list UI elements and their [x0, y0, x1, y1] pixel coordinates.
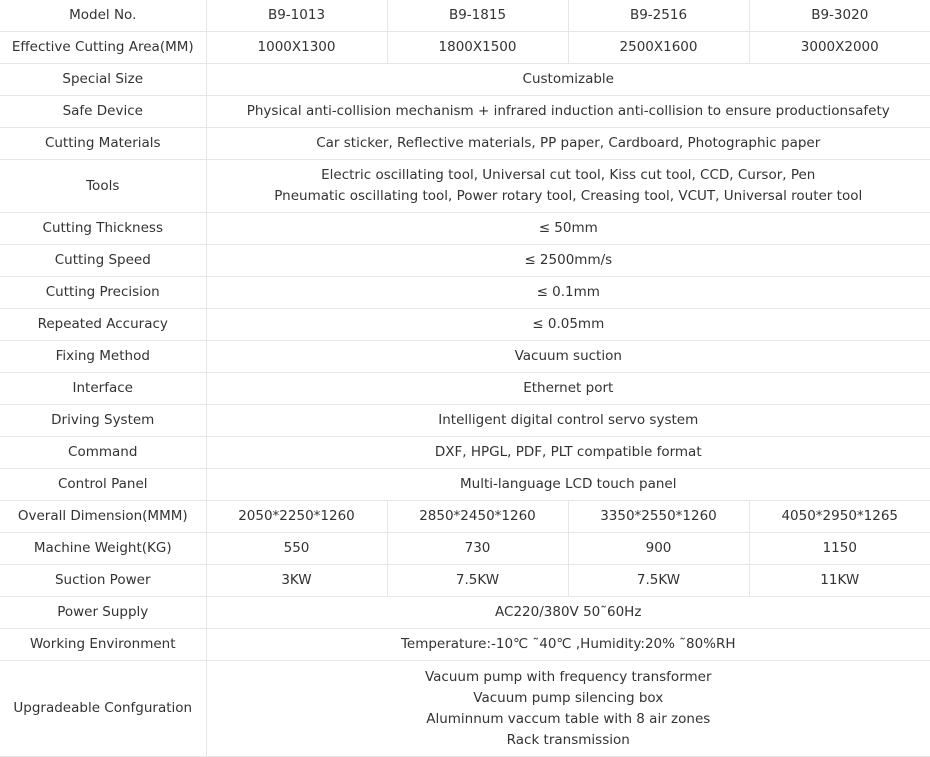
row-label-suction-power: Suction Power — [0, 565, 206, 597]
model-b9-3020: B9-3020 — [749, 0, 930, 32]
working-environment-value: Temperature:-10℃ ˜40℃ ,Humidity:20% ˜80%RH — [206, 629, 930, 661]
table-row-interface — [0, 373, 930, 405]
upgrade-line: Rack transmission — [506, 731, 630, 748]
row-label-repeated-accuracy: Repeated Accuracy — [0, 309, 206, 341]
row-label-model-no: Model No. — [0, 0, 206, 32]
table-row-cutting-thickness — [0, 213, 930, 245]
row-label-power-supply: Power Supply — [0, 597, 206, 629]
cutting-materials-value: Car sticker, Reflective materials, PP paper, Cardboard, Photographic paper — [206, 128, 930, 160]
table-row-tools — [0, 160, 930, 213]
row-label-special-size: Special Size — [0, 64, 206, 96]
table-row-model-no — [0, 0, 930, 32]
repeated-accuracy-value: ≤ 0.05mm — [206, 309, 930, 341]
overall-dimension-value: 2850*2450*1260 — [387, 501, 568, 533]
fixing-method-value: Vacuum suction — [206, 341, 930, 373]
upgrade-line: Vacuum pump with frequency transformer — [424, 668, 712, 685]
table-row-cutting-area — [0, 32, 930, 64]
cutting-thickness-value: ≤ 50mm — [206, 213, 930, 245]
table-row-driving-system — [0, 405, 930, 437]
interface-value: Ethernet port — [206, 373, 930, 405]
table-row-safe-device — [0, 96, 930, 128]
row-label-cutting-materials: Cutting Materials — [0, 128, 206, 160]
table-row-cutting-materials — [0, 128, 930, 160]
row-label-safe-device: Safe Device — [0, 96, 206, 128]
overall-dimension-value: 4050*2950*1265 — [749, 501, 930, 533]
row-label-machine-weight: Machine Weight(KG) — [0, 533, 206, 565]
row-label-working-environment: Working Environment — [0, 629, 206, 661]
cutting-area-value: 1000X1300 — [206, 32, 387, 64]
model-b9-1013: B9-1013 — [206, 0, 387, 32]
table-row-machine-weight — [0, 533, 930, 565]
table-row-special-size — [0, 64, 930, 96]
table-row-command — [0, 437, 930, 469]
table-row-cutting-speed — [0, 245, 930, 277]
row-label-fixing-method: Fixing Method — [0, 341, 206, 373]
machine-weight-value: 550 — [206, 533, 387, 565]
tools-line: Pneumatic oscillating tool, Power rotary tool, Creasing tool, VCUT, Universal router tool — [274, 188, 863, 204]
row-label-cutting-thickness: Cutting Thickness — [0, 213, 206, 245]
model-b9-1815: B9-1815 — [387, 0, 568, 32]
cutting-speed-value: ≤ 2500mm/s — [206, 245, 930, 277]
row-label-tools: Tools — [0, 160, 206, 213]
cutting-area-value: 1800X1500 — [387, 32, 568, 64]
row-label-upgradeable-configuration: Upgradeable Confguration — [0, 661, 206, 757]
table-row-working-environment — [0, 629, 930, 661]
suction-power-value: 11KW — [749, 565, 930, 597]
cutting-precision-value: ≤ 0.1mm — [206, 277, 930, 309]
upgrade-line: Vacuum pump silencing box — [473, 689, 664, 706]
table-row-overall-dimension — [0, 501, 930, 533]
table-row-upgradeable-configuration — [0, 661, 930, 757]
overall-dimension-value: 2050*2250*1260 — [206, 501, 387, 533]
command-value: DXF, HPGL, PDF, PLT compatible format — [206, 437, 930, 469]
machine-weight-value: 730 — [387, 533, 568, 565]
upgrade-line: Aluminnum vaccum table with 8 air zones — [426, 710, 711, 727]
row-label-command: Command — [0, 437, 206, 469]
tools-line: Electric oscillating tool, Universal cut tool, Kiss cut tool, CCD, Cursor, Pen — [321, 167, 816, 183]
table-row-control-panel — [0, 469, 930, 501]
suction-power-value: 7.5KW — [387, 565, 568, 597]
suction-power-value: 3KW — [206, 565, 387, 597]
special-size-value: Customizable — [206, 64, 930, 96]
table-row-repeated-accuracy — [0, 309, 930, 341]
upgradeable-configuration-value — [206, 661, 930, 757]
driving-system-value: Intelligent digital control servo system — [206, 405, 930, 437]
table-row-cutting-precision — [0, 277, 930, 309]
model-b9-2516: B9-2516 — [568, 0, 749, 32]
overall-dimension-value: 3350*2550*1260 — [568, 501, 749, 533]
tools-value — [206, 160, 930, 213]
table-row-suction-power — [0, 565, 930, 597]
power-supply-value: AC220/380V 50˜60Hz — [206, 597, 930, 629]
row-label-cutting-area: Effective Cutting Area(MM) — [0, 32, 206, 64]
safe-device-value: Physical anti-collision mechanism + infrared induction anti-collision to ensure productionsafety — [206, 96, 930, 128]
row-label-driving-system: Driving System — [0, 405, 206, 437]
cutting-area-value: 3000X2000 — [749, 32, 930, 64]
row-label-interface: Interface — [0, 373, 206, 405]
row-label-cutting-speed: Cutting Speed — [0, 245, 206, 277]
cutting-area-value: 2500X1600 — [568, 32, 749, 64]
machine-weight-value: 1150 — [749, 533, 930, 565]
table-row-fixing-method — [0, 341, 930, 373]
machine-weight-value: 900 — [568, 533, 749, 565]
row-label-overall-dimension: Overall Dimension(MMM) — [0, 501, 206, 533]
row-label-cutting-precision: Cutting Precision — [0, 277, 206, 309]
row-label-control-panel: Control Panel — [0, 469, 206, 501]
control-panel-value: Multi-language LCD touch panel — [206, 469, 930, 501]
suction-power-value: 7.5KW — [568, 565, 749, 597]
table-row-power-supply — [0, 597, 930, 629]
